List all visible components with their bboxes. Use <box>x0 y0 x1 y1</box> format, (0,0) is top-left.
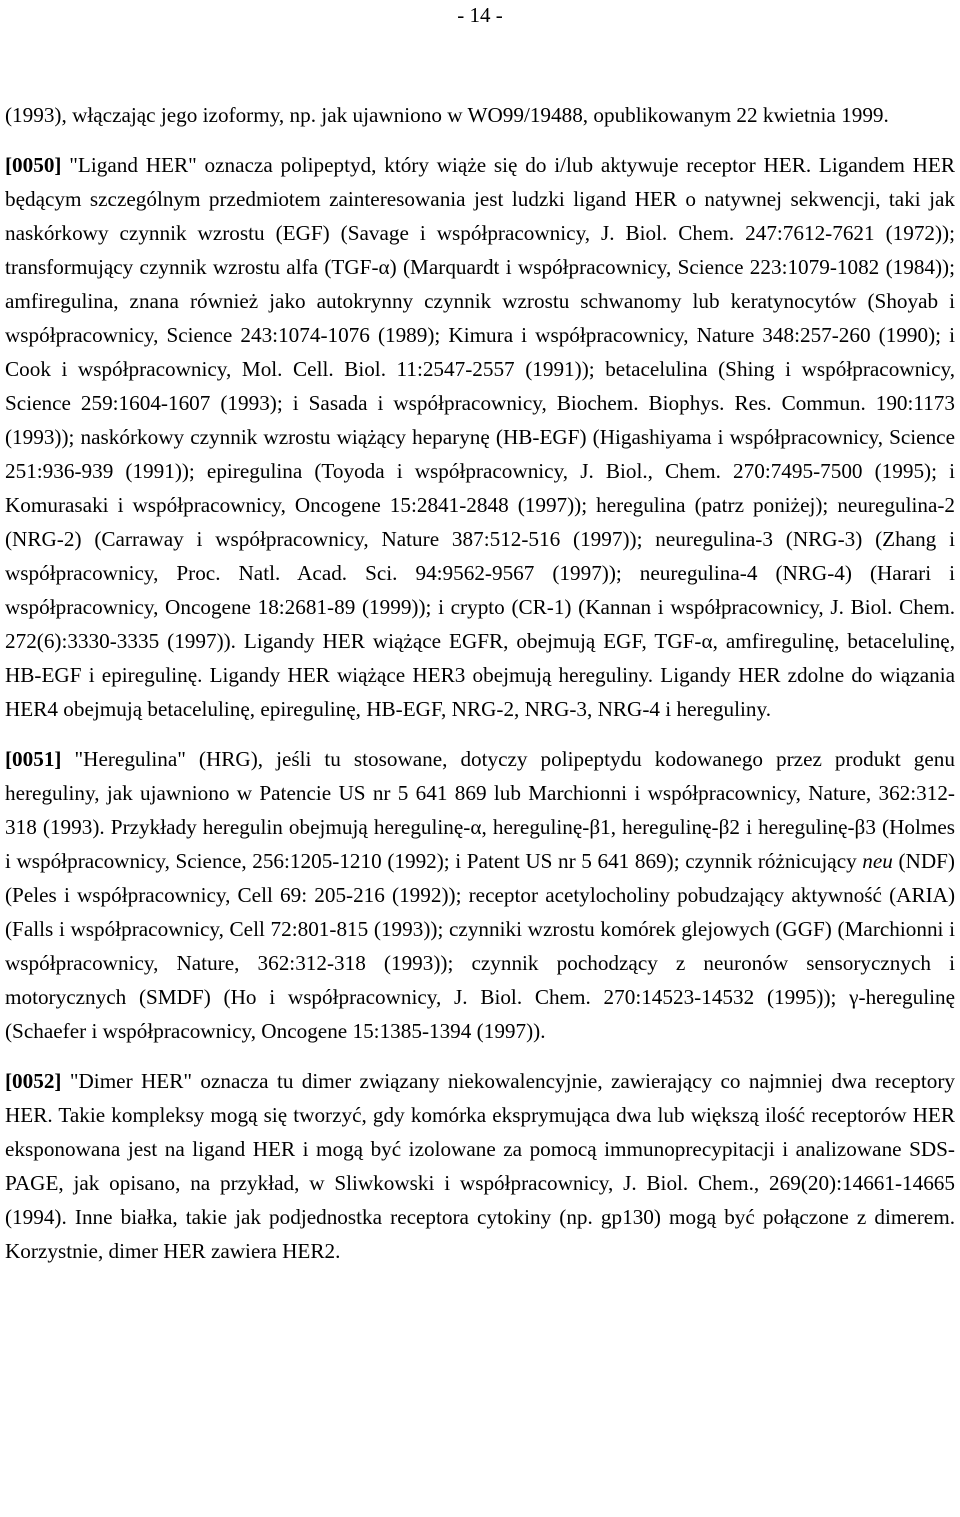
paragraph-number: [0051] <box>5 747 62 771</box>
paragraph-text: "Ligand HER" oznacza polipeptyd, który wiąże się do i/lub aktywuje receptor HER. Ligandem HER będącym szczególnym przedmiotem zainteresowania jest ludzki ligand HER o natywnej sekwencji, taki jak naskórkowy czynnik wzrostu (EGF) (Savage i współpracownicy, J. Biol. Chem. 247:7612-7621 (1972)); transformujący czynnik wzrostu alfa (TGF-α) (Marquardt i współpracownicy, Science 223:1079-1082 (1984)); amfiregulina, znana również jako autokrynny czynnik wzrostu schwanomy lub keratynocytów (Shoyab i współpracownicy, Science 243:1074-1076 (1989); Kimura i współpracownicy, Nature 348:257-260 (1990); i Cook i współpracownicy, Mol. Cell. Biol. 11:2547-2557 (1991)); betacelulina (Shing i współpracownicy, Science 259:1604-1607 (1993); i Sasada i współpracownicy, Biochem. Biophys. Res. Commun. 190:1173 (1993)); naskórkowy czynnik wzrostu wiążący heparynę (HB-EGF) (Higashiyama i współpracownicy, Science 251:936-939 (1991)); epiregulina (Toyoda i współpracownicy, J. Biol., Chem. 270:7495-7500 (1995); i Komurasaki i współpracownicy, Oncogene 15:2841-2848 (1997)); heregulina (patrz poniżej); neuregulina-2 (NRG-2) (Carraway i współpracownicy, Nature 387:512-516 (1997)); neuregulina-3 (NRG-3) (Zhang i współpracownicy, Proc. Natl. Acad. Sci. 94:9562-9567 (1997)); neuregulina-4 (NRG-4) (Harari i współpracownicy, Oncogene 18:2681-89 (1999)); i crypto (CR-1) (Kannan i współpracownicy, J. Biol. Chem. 272(6):3330-3335 (1997)). Ligandy HER wiążące EGFR, obejmują EGF, TGF-α, amfiregulinę, betacelulinę, HB-EGF i epiregulinę. Ligandy HER wiążące HER3 obejmują hereguliny. Ligandy HER zdolne do wiązania HER4 obejmują betacelulinę, epiregulinę, HB-EGF, NRG-2, NRG-3, NRG-4 i hereguliny. <box>5 153 955 721</box>
document-body <box>5 98 955 1284</box>
paragraph-text: "Dimer HER" oznacza tu dimer związany niekowalencyjnie, zawierający co najmniej dwa receptory HER. Takie kompleksy mogą się tworzyć, gdy komórka eksprymująca dwa lub większą ilość receptorów HER eksponowana jest na ligand HER i mogą być izolowane za pomocą immunoprecypitacji i analizowane SDS-PAGE, jak opisano, na przykład, w Sliwkowski i współpracownicy, J. Biol. Chem., 269(20):14661-14665 (1994). Inne białka, takie jak podjednostka receptora cytokiny (np. gp130) mogą być połączone z dimerem. Korzystnie, dimer HER zawiera HER2. <box>5 1069 955 1263</box>
paragraph-text: "Heregulina" (HRG), jeśli tu stosowane, dotyczy polipeptydu kodowanego przez produkt genu hereguliny, jak ujawniono w Patencie US nr 5 641 869 lub Marchionni i współpracownicy, Nature, 362:312-318 (1993). Przykłady heregulin obejmują heregulinę-α, heregulinę-β1, heregulinę-β2 i heregulinę-β3 (Holmes i współpracownicy, Science, 256:1205-1210 (1992); i Patent US nr 5 641 869); czynnik różnicujący <box>5 747 955 873</box>
italic-term: neu <box>862 849 893 873</box>
paragraph-text: (NDF) (Peles i współpracownicy, Cell 69: 205-216 (1992)); receptor acetylocholiny pobudzający aktywność (ARIA) (Falls i współpracownicy, Cell 72:801-815 (1993)); czynniki wzrostu komórek glejowych (GGF) (Marchionni i współpracownicy, Nature, 362:312-318 (1993)); czynnik pochodzący z neuronów sensorycznych i motorycznych (SMDF) (Ho i współpracownicy, J. Biol. Chem. 270:14523-14532 (1995)); γ-heregulinę (Schaefer i współpracownicy, Oncogene 15:1385-1394 (1997)). <box>5 849 955 1043</box>
paragraph-continuation <box>5 98 955 132</box>
page-number: - 14 - <box>457 3 503 27</box>
paragraph-0052 <box>5 1064 955 1268</box>
paragraph-text: (1993), włączając jego izoformy, np. jak ujawniono w WO99/19488, opublikowanym 22 kwietnia 1999. <box>5 103 889 127</box>
paragraph-0051 <box>5 742 955 1048</box>
paragraph-number: [0052] <box>5 1069 62 1093</box>
paragraph-number: [0050] <box>5 153 62 177</box>
paragraph-0050 <box>5 148 955 726</box>
